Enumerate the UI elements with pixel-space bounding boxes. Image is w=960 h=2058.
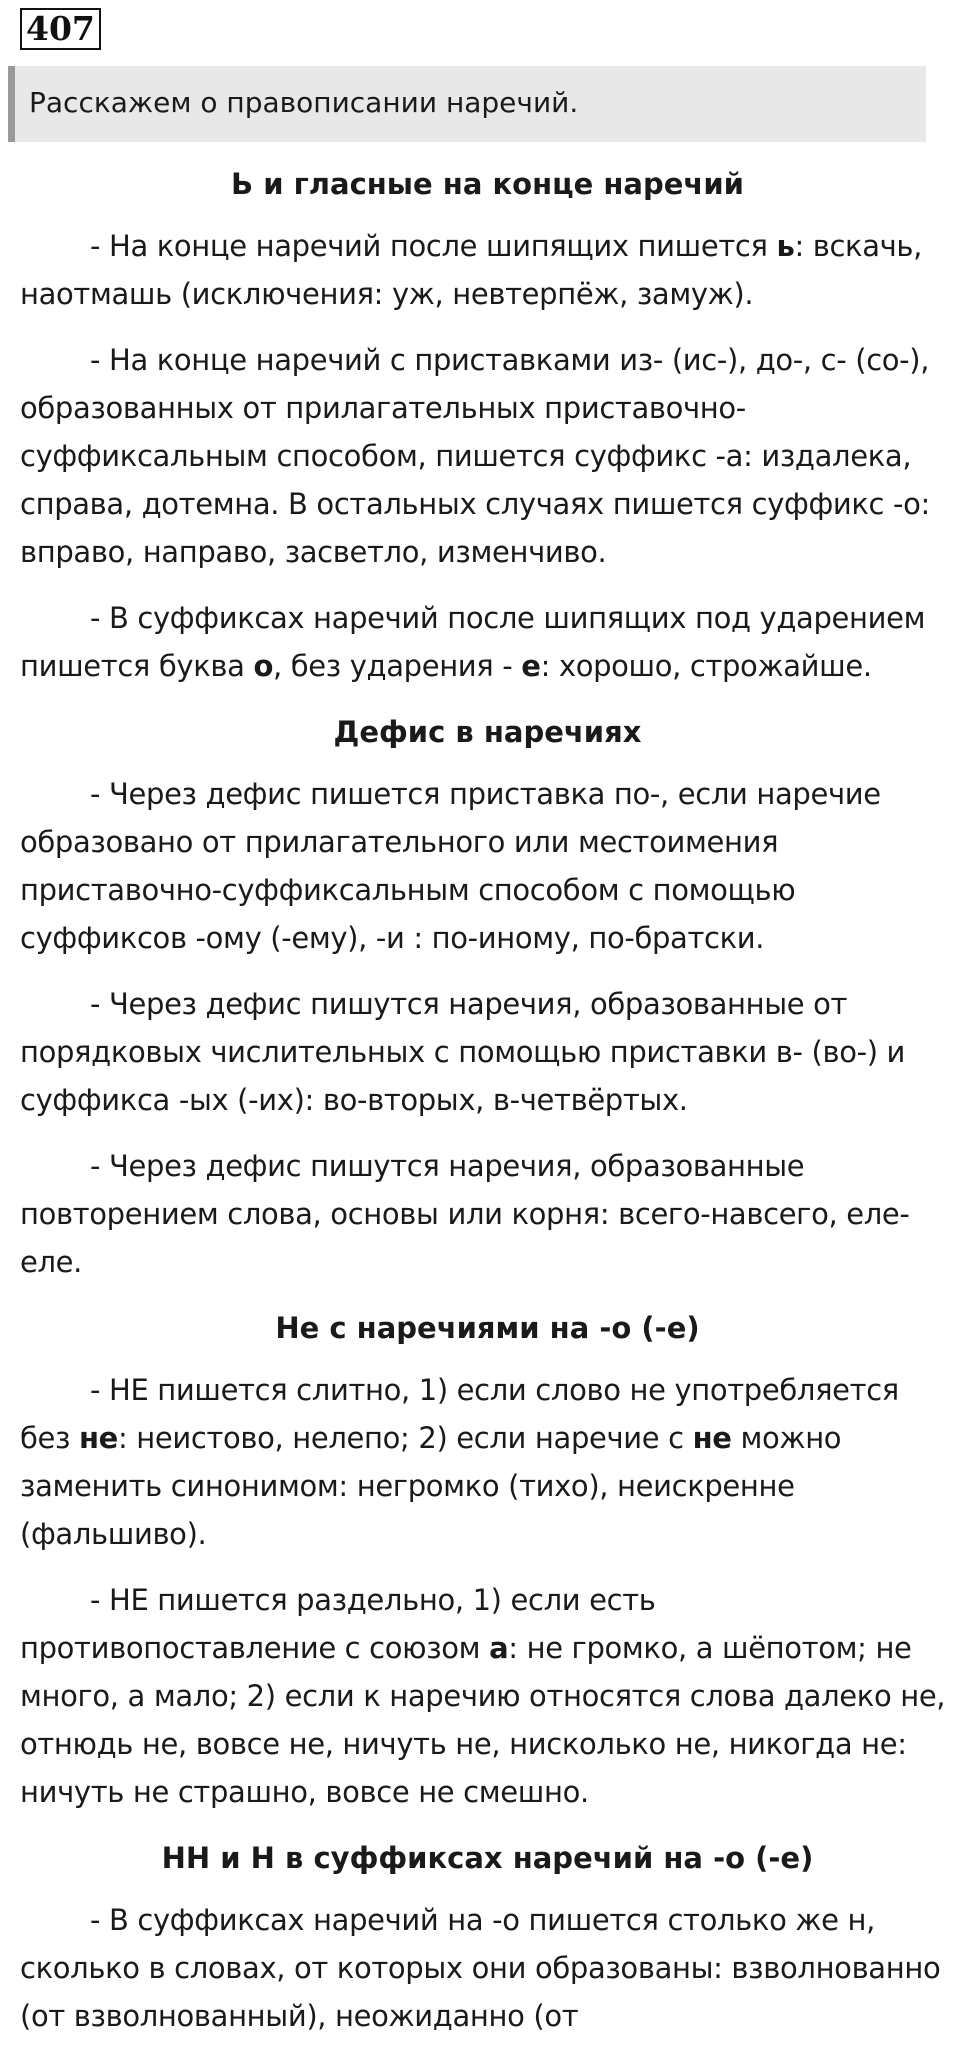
bold-fragment: не: [692, 1421, 732, 1455]
bold-fragment: ь: [776, 229, 795, 263]
text-fragment: - НЕ пишется раздельно, 1) если есть противопоставление с союзом: [20, 1583, 656, 1665]
rule-paragraph: [20, 1366, 955, 1558]
text-fragment: : вскачь, наотмашь (исключения: уж, невтерпёж, замуж).: [20, 229, 923, 311]
task-number: 407: [20, 8, 101, 50]
text-fragment: - Через дефис пишутся наречия, образованные повторением слова, основы или корня: всего-навсего, еле-еле.: [20, 1149, 910, 1279]
rule-paragraph: [20, 222, 955, 318]
rule-paragraph: [20, 1142, 955, 1286]
text-fragment: - На конце наречий с приставками из- (ис-), до-, с- (со-), образованных от прилагательных приставочно-суффиксальным способом, пишется суффикс -а: издалека, справа, дотемна. В остальных случаях пишется суффикс -о: вправо, направо, засветло, изменчиво.: [20, 343, 930, 569]
text-fragment: : неистово, нелепо; 2) если наречие с: [117, 1421, 693, 1455]
text-fragment: - На конце наречий после шипящих пишется: [90, 229, 777, 263]
section-heading: НН и Н в суффиксах наречий на -о (-е): [161, 1841, 814, 1875]
section-heading: Дефис в наречиях: [333, 715, 642, 749]
text-fragment: - НЕ пишется слитно, 1) если слово не употребляется без: [20, 1373, 899, 1455]
text-fragment: - В суффиксах наречий на -о пишется столько же н, сколько в словах, от которых они образованы: взволнованно (от взволнованный), неожиданно (от: [20, 1903, 941, 2033]
rule-paragraph: [20, 980, 955, 1124]
rule-paragraph: [20, 1576, 955, 1816]
text-fragment: : хорошо, строжайше.: [540, 649, 872, 683]
text-fragment: - В суффиксах наречий после шипящих под ударением пишется буква: [20, 601, 926, 683]
section-heading: Ь и гласные на конце наречий: [231, 167, 744, 201]
bold-fragment: е: [521, 649, 541, 683]
text-fragment: - Через дефис пишутся наречия, образованные от порядковых числительных с помощью приставки в- (во-) и суффикса -ых (-их): во-вторых, в-четвёртых.: [20, 987, 906, 1117]
bold-fragment: а: [489, 1631, 509, 1665]
rule-paragraph: [20, 336, 955, 576]
rule-paragraph: [20, 770, 955, 962]
intro-text: Расскажем о правописании наречий.: [29, 86, 579, 119]
section-heading: Не с наречиями на -о (-е): [275, 1311, 700, 1345]
rules-content: [20, 160, 955, 2058]
rule-paragraph: [20, 1896, 955, 2040]
intro-callout: [8, 66, 926, 142]
text-fragment: - Через дефис пишется приставка по-, если наречие образовано от прилагательного или местоимения приставочно-суффиксальным способом с помощью суффиксов -ому (-ему), -и : по-иному, по-братски.: [20, 777, 881, 955]
text-fragment: , без ударения -: [273, 649, 522, 683]
rule-paragraph: [20, 594, 955, 690]
bold-fragment: не: [78, 1421, 118, 1455]
text-fragment: : не громко, а шёпотом; не много, а мало; 2) если к наречию относятся слова далеко не, отнюдь не, вовсе не, ничуть не, нисколько не, никогда не: ничуть не страшно, вовсе не смешно.: [20, 1631, 946, 1809]
bold-fragment: о: [253, 649, 274, 683]
text-fragment: можно заменить синонимом: негромко (тихо), неискренне (фальшиво).: [20, 1421, 842, 1551]
